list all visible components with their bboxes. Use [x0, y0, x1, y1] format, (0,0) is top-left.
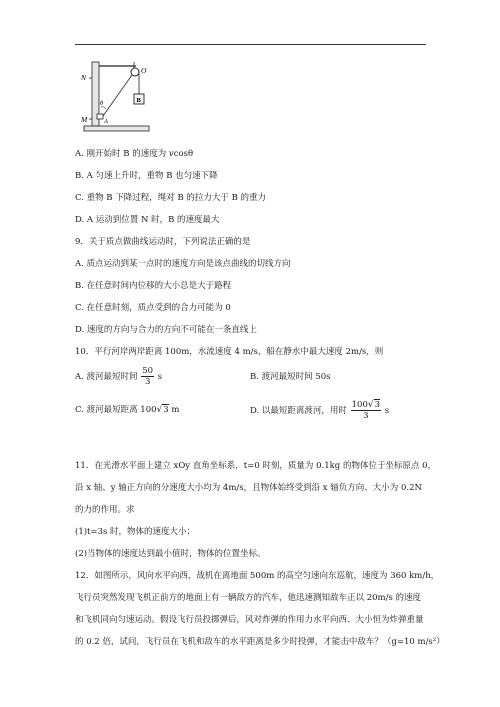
fraction-100root3-3: $\frac{100√3}{3}$ [351, 400, 381, 421]
header-rule [75, 44, 426, 45]
q12-line-2: 飞行员突然发现飞机正前方的地面上有一辆敌方的汽车，他迅速测知敌车正以 20m/s 的速度 [75, 593, 422, 603]
label-n: N [81, 73, 87, 82]
q8-option-a: A. 刚开始时 B 的速度为 vcosθ [75, 149, 194, 159]
q9-option-b: B. 在任意时间内位移的大小总是大于路程 [75, 281, 232, 291]
q9-option-d: D. 速度的方向与合力的方向不可能在一条直线上 [75, 325, 257, 335]
q12-line-3: 和飞机同向匀速运动。假设飞行员投掷弹后，风对炸弹的作用力水平向西、大小恒为炸弹重量 [75, 615, 424, 625]
q8-option-d: D. A 运动到位置 N 时，B 的速度最大 [75, 215, 220, 225]
q10-option-b: B. 渡河最短时间 50s [250, 372, 331, 382]
q10-option-d: D. 以最短距离渡河，用时 $\frac{100√3}{3}$ s [250, 400, 390, 421]
q11-sub-2: (2)当物体的速度达到最小值时，物体的位置坐标。 [75, 549, 266, 559]
ring-a [97, 114, 103, 119]
q10-option-a: A. 渡河最短时间 $\frac{50}{3}$ s [75, 366, 163, 387]
label-theta: θ [100, 100, 104, 107]
ground-base [84, 126, 149, 131]
fraction-50-3: $\frac{50}{3}$ [142, 366, 154, 387]
q11-line-3: 的力的作用。求 [75, 505, 135, 515]
label-o: O [141, 66, 147, 75]
q11-line-1: 11．在光滑水平面上建立 xOy 直角坐标系，t=0 时刻，质量为 0.1kg 的物体位于坐标原点 0， [75, 461, 437, 471]
pulley [131, 68, 139, 76]
label-a: A [104, 118, 108, 125]
q9-option-c: C. 在任意时刻，质点受到的合力可能为 0 [75, 303, 231, 313]
pulley-figure [78, 58, 158, 136]
q10-stem: 10．平行河岸两岸距离 100m，水流速度 4 m/s，船在静水中最大速度 2m/s，则 [75, 347, 384, 357]
q12-line-4: 的 0.2 倍，试问，飞行员在飞机和敌车的水平距离是多少时投弹，才能击中敌车？（g=10 m/s²） [75, 637, 445, 647]
q8-option-b: B. A 匀速上升时，重物 B 也匀速下降 [75, 171, 218, 181]
q10-option-c: C. 渡河最短距离 100√3 m [75, 405, 180, 415]
q12-line-1: 12．如图所示，风向水平向西，战机在离地面 500m 的高空匀速向东巡航，速度为 360 km/h， [75, 571, 440, 581]
q8-option-c: C. 重物 B 下降过程，绳对 B 的拉力大于 B 的重力 [75, 193, 267, 203]
label-b: B [136, 97, 141, 104]
label-m: M [81, 115, 88, 124]
q9-option-a: A. 质点运动到某一点时的速度方向是该点曲线的切线方向 [75, 259, 291, 269]
q9-stem: 9．关于质点做曲线运动时，下列说法正确的是 [75, 237, 251, 247]
q11-sub-1: (1)t=3s 时，物体的速度大小； [75, 527, 196, 537]
q11-line-2: 沿 x 轴、y 轴正方向的分速度大小均为 4m/s，且物体始终受到沿 x 轴负方向、大小为 0.2N [75, 483, 422, 493]
